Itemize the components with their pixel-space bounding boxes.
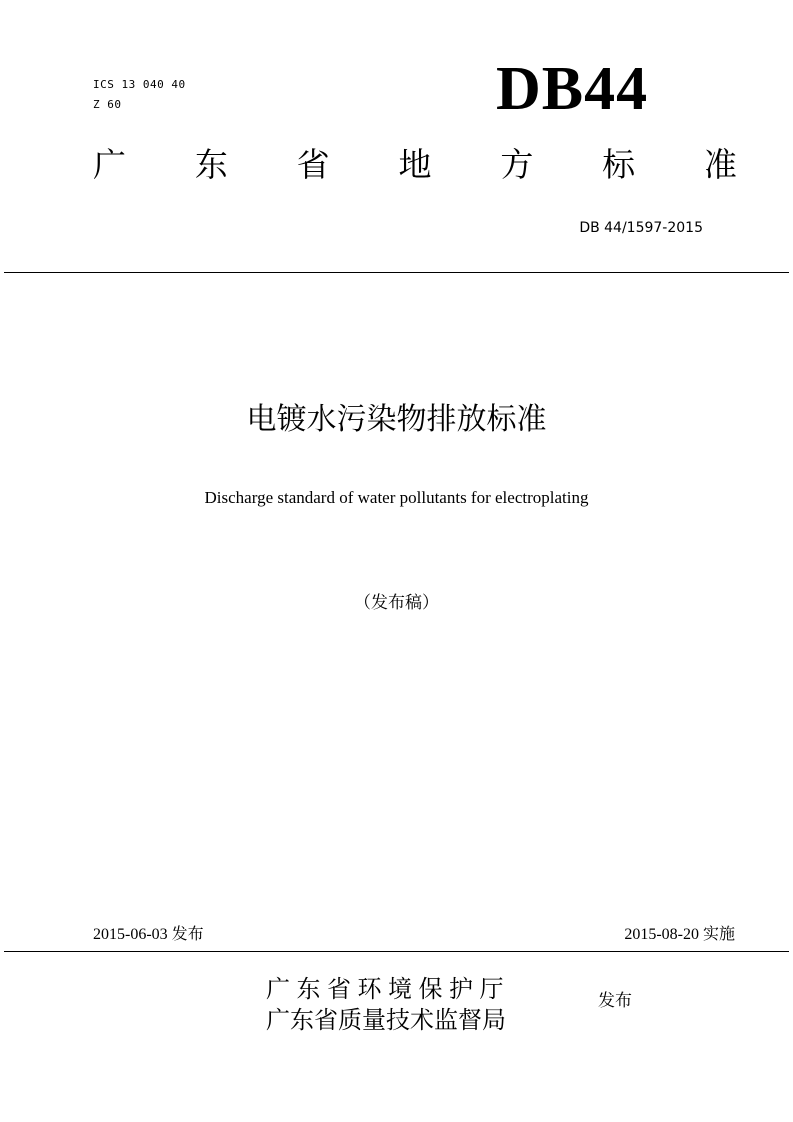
standard-type-char: 标 [602, 145, 636, 184]
standard-code: DB 44/1597-2015 [579, 220, 703, 236]
top-divider [4, 272, 789, 273]
issue-action-label: 发布 [598, 991, 632, 1011]
standard-type-char: 广 [93, 145, 126, 184]
bottom-divider [4, 951, 789, 952]
db44-logo: DB44 [496, 55, 649, 123]
issue-date: 2015-06-03 发布 [93, 926, 204, 943]
standard-type-char: 东 [194, 145, 228, 184]
standard-type-char: 准 [703, 145, 737, 184]
ics-code: ICS 13 040 40 [93, 78, 186, 91]
classification-code: Z 60 [93, 98, 122, 111]
document-title-english: Discharge standard of water pollutants for electroplating [204, 488, 589, 507]
standard-type-heading [93, 145, 737, 185]
standard-type-char: 地 [398, 145, 432, 184]
standard-type-char: 省 [296, 145, 330, 184]
document-title-chinese: 电镀水污染物排放标准 [246, 402, 547, 437]
issuer-environmental-dept: 广东省环境保护厅 [266, 975, 510, 1003]
draft-status: （发布稿） [354, 593, 439, 613]
issuer-quality-bureau: 广东省质量技术监督局 [266, 1006, 506, 1034]
implementation-date: 2015-08-20 实施 [624, 926, 735, 943]
standard-type-char: 方 [500, 145, 534, 184]
